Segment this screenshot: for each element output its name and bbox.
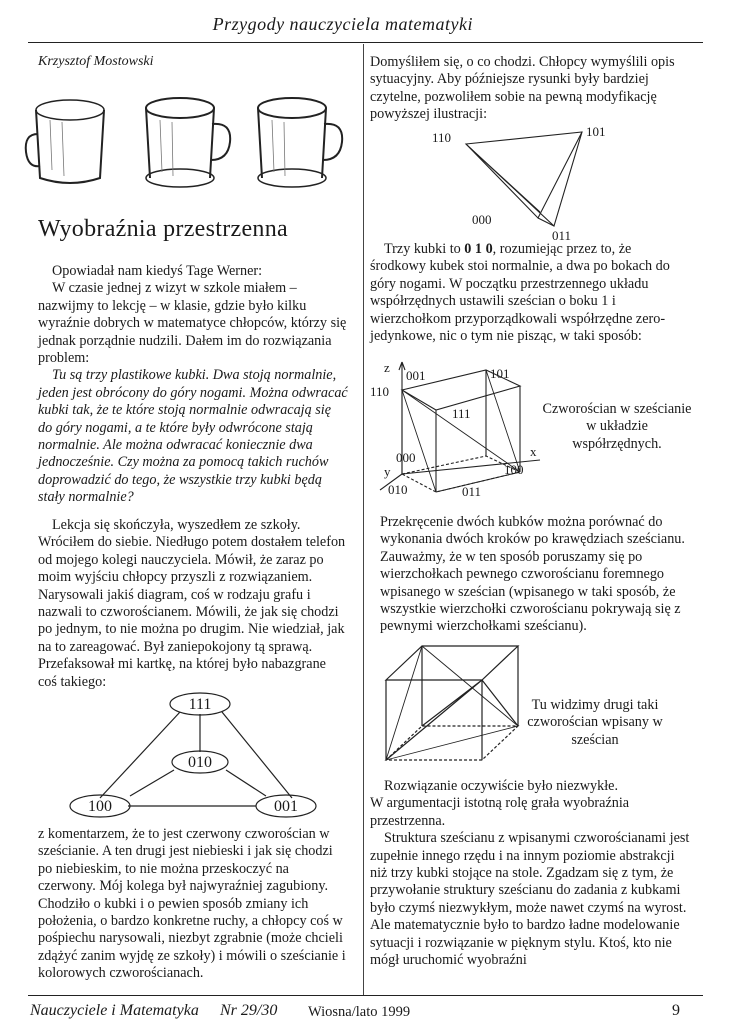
edge-010-001 xyxy=(226,770,266,796)
cube-vertex-001: 001 xyxy=(406,368,426,383)
cube-vertex-110: 110 xyxy=(370,384,390,399)
mug-upright-icon xyxy=(258,98,342,187)
axis-y-label: y xyxy=(384,464,391,479)
cube-vertex-011: 011 xyxy=(462,484,482,499)
edge-111-100 xyxy=(100,712,180,798)
footer-season: Wiosna/lato 1999 xyxy=(308,1004,411,1020)
edge-111-001 xyxy=(222,712,292,798)
right-text-block-3 xyxy=(380,514,692,636)
coords-pre: Trzy kubki to xyxy=(384,241,465,257)
mugs-illustration xyxy=(30,80,350,200)
node-111-label: 111 xyxy=(188,696,212,713)
second-tetrahedron-figure xyxy=(382,640,522,770)
story-paragraph: W czasie jednej z wizyt w szkole miałem – nazwijmy to lekcję – w klasie, gdzie było kilku wyraźnie dobrych w matematyce chłopców, którzy się jednak porządnie nudzili. Dałem im do rozwiązania problem: xyxy=(38,280,347,367)
cube-vertex-101: 101 xyxy=(490,366,510,381)
cube-caption: Czworościan w sześcianie w układzie współrzędnych. xyxy=(542,401,692,452)
cube-coordinate-figure xyxy=(370,356,550,506)
axis-x-label: x xyxy=(530,444,537,459)
problem-statement: Tu są trzy plastikowe kubki. Dwa stoją normalnie, jeden jest obrócony do góry nogami. Można odwracać kubki tak, że te które stoją normalnie odwracają się do góry nogami, a te które były odwrócone stają normalnie. Ale można odwracać koniecznie dwa jednocześnie. Czy można za pomocą takich ruchów doprowadzić do tego, że wszystkie trzy kubki będą stały normalnie? xyxy=(38,367,348,506)
cube-vertex-010: 010 xyxy=(388,482,408,497)
node-010-label: 010 xyxy=(188,754,212,771)
right-text-block-2 xyxy=(370,241,690,345)
vertex-011-label: 011 xyxy=(552,228,572,243)
axis-z-label: z xyxy=(384,360,390,375)
mug-upside-down-icon xyxy=(26,100,104,183)
running-header xyxy=(28,12,703,43)
intro-paragraph: Opowiadał nam kiedyś Tage Werner: xyxy=(52,263,263,279)
article-title: Wyobraźnia przestrzenna xyxy=(38,216,288,242)
coords-bold: 0 1 0 xyxy=(464,241,493,257)
vertex-101-label: 101 xyxy=(586,124,606,139)
edge-010-100 xyxy=(130,770,174,796)
right-text-block-4 xyxy=(370,778,692,969)
comment-paragraph: z komentarzem, że to jest czerwony czworościan w sześcianie. A ten drugi jest niebieski i jak się chodzi po niebieskim, to nie można przeskoczyć na czerwony. Mój kolega był najwyraźniej zagubiony. Chodziło o kubki i o pewien sposób zmiany ich położenia, o bardzo konkretne ruchy, a chłopcy coś w pośpiechu narysowali, niezbyt zgrabnie (może chcieli zdążyć zanim wyjdę ze szkoły) i mówili o sześcianie i kolorowych czworościanach. xyxy=(38,826,346,982)
modification-paragraph: Domyśliłem się, o co chodzi. Chłopcy wymyślili opis sytuacyjny. Aby późniejsze rysunki były bardziej czytelne, pozwoliłem sobie na pewną modyfikację powyższej ilustracji: xyxy=(370,54,675,123)
column-divider xyxy=(363,44,364,996)
node-001-label: 001 xyxy=(274,798,298,815)
second-tetrahedron-caption: Tu widzimy drugi taki czworościan wpisany w sześcian xyxy=(527,697,663,748)
left-text-block-2 xyxy=(38,517,348,691)
imagination-paragraph: W argumentacji istotną rolę grała wyobraźnia przestrzenna. xyxy=(370,795,630,829)
node-100-label: 100 xyxy=(88,798,112,815)
cube-vertex-000: 000 xyxy=(396,450,416,465)
header-title: Przygody nauczyciela matematyki xyxy=(212,14,473,34)
coords-post: , rozumiejąc przez to, że środkowy kubek stoi normalnie, a dwa po bokach do góry nogami. W początku przestrzennego układu współrzędnych ustawili sześcian o boku 1 i wierzchołkom przyporządkowali współrzędne zero-jedynkowe, nic o tym nie pisząc, w taki sposób: xyxy=(370,241,670,345)
left-text-block-1 xyxy=(38,263,348,507)
right-text-block-1 xyxy=(370,54,690,124)
tetrahedron-sketch-figure xyxy=(420,122,620,242)
footer-journal: Nauczyciele i Matematyka xyxy=(30,1002,199,1019)
vertex-000-label: 000 xyxy=(472,212,492,227)
coordinates-paragraph xyxy=(370,241,690,345)
footer-issue: Nr 29/30 xyxy=(220,1002,278,1019)
author-name: Krzysztof Mostowski xyxy=(38,54,154,69)
structure-paragraph: Struktura sześcianu z wpisanymi czworościanami jest zupełnie innego rzędu i na innym poziomie abstrakcji niż trzy kubki stojące na stole. Zgadzam się z tym, że przywołanie struktury sześcianu do zadania z kubkami było czymś niezwykłym, może nawet czymś na wyrost. Ale matematycznie było to bardzo ładne modelowanie sytuacji i rozwiązanie w pięknym stylu. Ktoś, kto nie mógł uruchomić wyobraźni xyxy=(370,830,690,969)
vertex-110-label: 110 xyxy=(432,130,452,145)
cube-vertex-111: 111 xyxy=(452,406,471,421)
mug-upright-icon xyxy=(146,98,230,187)
rotation-paragraph: Przekręcenie dwóch kubków można porównać do wykonania dwóch kroków po krawędziach sześcianu. Zauważmy, że w ten sposób poruszamy się po wierzchołkach pewnego czworościanu foremnego wpisanego w sześcian (wpisanego w taki sposób, że wszystkie wierzchołki czworościanu pokrywają się z pewnymi wierzchołkami sześcianu). xyxy=(380,514,685,635)
footer-rule xyxy=(28,995,703,996)
cube-vertex-100: 100 xyxy=(504,462,524,477)
page-number: 9 xyxy=(672,1002,680,1019)
tetrahedron-graph-figure xyxy=(70,690,310,822)
solution-paragraph: Rozwiązanie oczywiście było niezwykłe. xyxy=(384,778,619,794)
fax-paragraph: Lekcja się skończyła, wyszedłem ze szkoły. Wróciłem do siebie. Niedługo potem dostałem telefon od mojego kolegi nauczyciela. Mówił, że zaraz po moim wyjściu chłopcy przyszli z rozwiązaniem. Narysowali jakiś diagram, coś w rodzaju grafu i nazwali to czworościanem. Mówili, że jak się chodzi po jednym, to nie można po drugim. Nie wiedział, jak na to zareagować. Był zaniepokojony tą sprawą. Przefaksował mi kartkę, na której było nabazgrane coś takiego: xyxy=(38,517,346,690)
left-text-block-3 xyxy=(38,826,348,983)
